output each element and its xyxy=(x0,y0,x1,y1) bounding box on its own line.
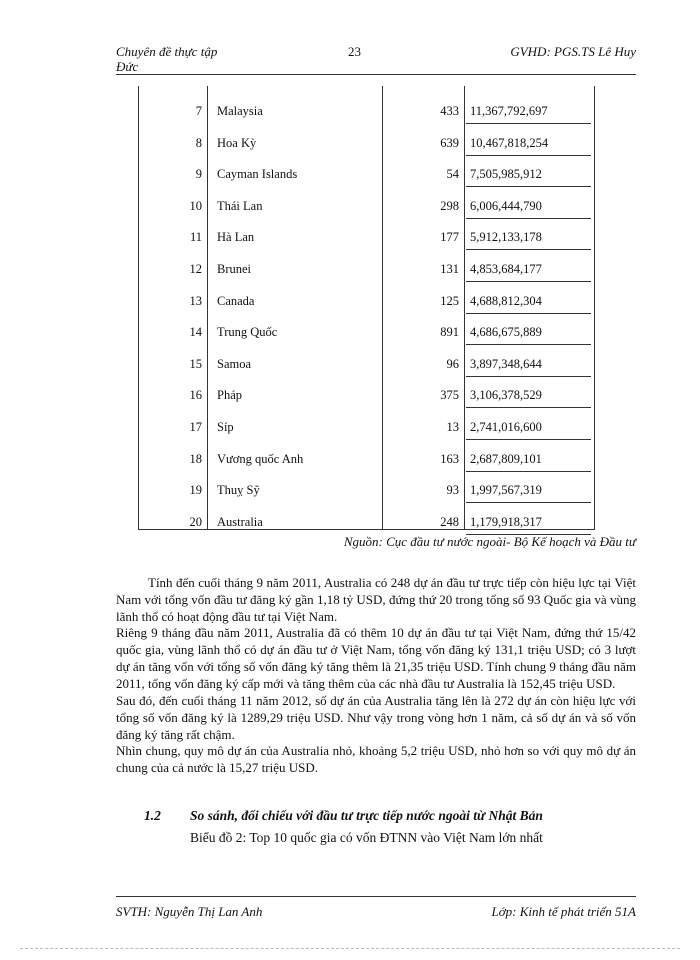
paragraph-2: Riêng 9 tháng đầu năm 2011, Australia đã có thêm 10 dự án đầu tư tại Việt Nam, đứng thứ 15/42 quốc gia, vùng lãnh thổ có dự án đầu tư ở Việt Nam, tổng vốn đăng ký 131,1 triệu USD; có 3 lượt dự án tăng vốn với tổng số vốn đăng ký tăng thêm là 21,35 triệu USD. Tính chung 9 tháng đầu năm 2011, tổng vốn đăng ký cấp mới và tăng thêm của các nhà đầu tư Australia là 152,45 triệu USD. xyxy=(116,625,636,691)
projects-cell: 248 xyxy=(440,514,459,529)
capital-cell: 4,688,812,304 xyxy=(470,293,542,308)
footer-rule xyxy=(116,896,636,897)
page-break-line xyxy=(20,948,680,949)
rank-cell: 9 xyxy=(195,167,202,182)
projects-cell: 13 xyxy=(446,420,459,434)
projects-cell: 298 xyxy=(440,198,459,213)
table-row xyxy=(138,230,595,250)
country-cell: Samoa xyxy=(217,356,252,371)
footer-left: SVTH: Nguyễn Thị Lan Anh xyxy=(116,904,263,919)
projects-cell: 93 xyxy=(446,483,459,498)
rank-cell: 10 xyxy=(189,198,202,213)
capital-underline xyxy=(466,186,591,187)
rank-cell: 7 xyxy=(195,104,202,118)
section-heading xyxy=(144,808,543,824)
rank-cell: 18 xyxy=(189,451,202,466)
country-cell: Brunei xyxy=(217,262,252,276)
rank-cell: 8 xyxy=(195,135,202,150)
paragraph-1: Tính đến cuối tháng 9 năm 2011, Australia có 248 dự án đầu tư trực tiếp còn hiệu lực tại Việt Nam với tổng vốn đầu tư đăng ký gần 1,18 tỷ USD, đứng thứ 20 trong tổng số 93 Quốc gia và vùng lãnh thổ có hoạt động đầu tư tại Việt Nam. xyxy=(116,575,636,624)
projects-cell: 125 xyxy=(440,293,459,308)
capital-cell: 4,853,684,177 xyxy=(470,262,542,276)
capital-underline xyxy=(466,281,591,282)
table-row xyxy=(138,388,595,408)
page-number: 23 xyxy=(348,44,361,59)
rank-cell: 16 xyxy=(189,388,202,403)
rank-cell: 13 xyxy=(189,293,202,308)
header-left-continued: Đức xyxy=(116,59,139,74)
paragraph-3: Sau đó, đến cuối tháng 11 năm 2012, số dự án của Australia tăng lên là 272 dự án còn hiệu lực với tổng số vốn đăng ký là 1289,29 triệu USD. Như vậy trong vòng hơn 1 năm, cả số dự án và số vốn đăng ký tăng rất chậm. xyxy=(116,693,636,742)
capital-underline xyxy=(466,218,591,219)
capital-cell: 1,997,567,319 xyxy=(470,483,542,498)
capital-underline xyxy=(466,249,591,250)
section-number: 1.2 xyxy=(144,808,161,823)
capital-underline xyxy=(466,502,591,503)
country-cell: Vương quốc Anh xyxy=(217,451,304,466)
country-cell: Malaysia xyxy=(217,104,263,118)
rank-cell: 20 xyxy=(189,514,202,529)
table-row xyxy=(138,515,595,535)
fdi-country-table xyxy=(138,86,595,530)
table-row xyxy=(138,294,595,314)
header-right: GVHD: PGS.TS Lê Huy xyxy=(510,44,636,59)
table-row xyxy=(138,483,595,503)
country-cell: Thái Lan xyxy=(217,198,263,213)
projects-cell: 891 xyxy=(440,325,459,340)
capital-cell: 2,741,016,600 xyxy=(470,420,542,434)
capital-underline xyxy=(466,407,591,408)
projects-cell: 433 xyxy=(440,104,459,118)
table-row xyxy=(138,357,595,377)
projects-cell: 375 xyxy=(440,388,459,403)
capital-underline xyxy=(466,376,591,377)
capital-underline xyxy=(466,439,591,440)
projects-cell: 177 xyxy=(440,230,459,245)
header-rule xyxy=(116,74,636,75)
country-cell: Australia xyxy=(217,514,263,529)
capital-cell: 2,687,809,101 xyxy=(470,451,542,466)
table-source: Nguồn: Cục đầu tư nước ngoài- Bộ Kế hoạch và Đầu tư xyxy=(343,534,636,549)
rank-cell: 11 xyxy=(189,230,202,245)
country-cell: Síp xyxy=(217,420,234,434)
rank-cell: 17 xyxy=(189,420,202,434)
capital-cell: 10,467,818,254 xyxy=(470,135,549,150)
capital-cell: 4,686,675,889 xyxy=(470,325,542,340)
paragraph-4: Nhìn chung, quy mô dự án của Australia nhỏ, khoảng 5,2 triệu USD, nhỏ hơn so với quy mô dự án chung của cả nước là 15,27 triệu USD. xyxy=(116,743,636,775)
capital-cell: 5,912,133,178 xyxy=(470,230,542,245)
rank-cell: 14 xyxy=(189,325,202,340)
projects-cell: 96 xyxy=(446,356,459,371)
country-cell: Hoa Kỳ xyxy=(217,135,257,150)
capital-cell: 1,179,918,317 xyxy=(470,514,542,529)
country-cell: Trung Quốc xyxy=(217,325,278,340)
table-row xyxy=(138,262,595,282)
projects-cell: 131 xyxy=(440,262,459,276)
header-left: Chuyên đề thực tập xyxy=(116,44,218,59)
country-cell: Pháp xyxy=(217,388,242,403)
capital-underline xyxy=(466,471,591,472)
capital-cell: 3,897,348,644 xyxy=(470,356,542,371)
table-row xyxy=(138,167,595,187)
table-row xyxy=(138,136,595,156)
capital-underline xyxy=(466,123,591,124)
capital-underline xyxy=(466,313,591,314)
figure-caption: Biểu đồ 2: Top 10 quốc gia có vốn ĐTNN vào Việt Nam lớn nhất xyxy=(190,830,543,845)
capital-underline xyxy=(466,155,591,156)
table-row xyxy=(138,420,595,440)
country-cell: Cayman Islands xyxy=(217,167,298,182)
projects-cell: 54 xyxy=(446,167,459,182)
country-cell: Hà Lan xyxy=(217,230,255,245)
rank-cell: 19 xyxy=(189,483,202,498)
capital-cell: 6,006,444,790 xyxy=(470,198,542,213)
table-row xyxy=(138,452,595,472)
projects-cell: 639 xyxy=(440,135,459,150)
projects-cell: 163 xyxy=(440,451,459,466)
capital-cell: 7,505,985,912 xyxy=(470,167,542,182)
country-cell: Canada xyxy=(217,293,255,308)
country-cell: Thuỵ Sỹ xyxy=(217,483,260,498)
capital-cell: 11,367,792,697 xyxy=(470,104,548,118)
section-title: So sánh, đối chiếu với đầu tư trực tiếp nước ngoài từ Nhật Bản xyxy=(190,808,543,823)
capital-cell: 3,106,378,529 xyxy=(470,388,542,403)
table-row xyxy=(138,104,595,124)
table-row xyxy=(138,325,595,345)
footer-right: Lớp: Kinh tế phát triển 51A xyxy=(491,904,636,919)
table-row xyxy=(138,199,595,219)
rank-cell: 12 xyxy=(189,262,202,276)
capital-underline xyxy=(466,344,591,345)
rank-cell: 15 xyxy=(189,356,202,371)
